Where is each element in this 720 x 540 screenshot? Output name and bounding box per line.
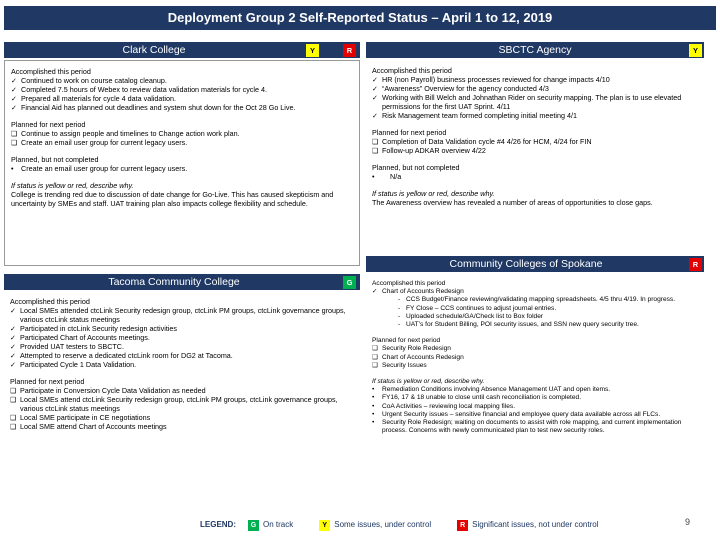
spokane-describe-list [372, 386, 698, 435]
checkbox-icon: ❑ [372, 137, 379, 146]
list-item: ✓ Provided UAT testers to SBCTC. [10, 342, 124, 351]
legend-yellow-swatch: Y [319, 520, 330, 531]
tacoma-planned-list [10, 386, 354, 431]
spokane-accomplished-heading: Accomplished this period [372, 280, 446, 287]
sbctc-header [366, 42, 704, 58]
checkbox-icon: ❑ [372, 353, 378, 361]
clark-not-completed-list [11, 164, 353, 173]
bullet-icon: • [11, 164, 14, 173]
checkmark-icon: ✓ [10, 324, 17, 333]
checkmark-icon: ✓ [372, 288, 378, 296]
spokane-header [366, 256, 704, 272]
list-item: • FY16, 17 & 18 unable to close until cash reconciliation is completed. [372, 394, 582, 402]
list-item: ❑ Continue to assign people and timelines to Change action work plan. [11, 129, 240, 138]
list-item: ✓ Working with Bill Welch and Johnathan Rider on security mapping. The plan is to use elevated permissions for the first UAT Sprint. 4/11 [372, 93, 682, 111]
checkmark-icon: ✓ [10, 360, 17, 369]
checkbox-icon: ❑ [372, 146, 379, 155]
checkbox-icon: ❑ [11, 138, 18, 147]
bullet-icon: • [372, 394, 375, 402]
list-item: ✓ Participated Cycle 1 Data Validation. [10, 360, 137, 369]
clark-status-yellow: Y [306, 44, 319, 57]
checkbox-icon: ❑ [10, 422, 17, 431]
tacoma-accomplished-heading: Accomplished this period [10, 297, 90, 306]
checkbox-icon: ❑ [372, 361, 378, 369]
list-item: ✓ Participated Chart of Accounts meetings. [10, 333, 150, 342]
checkmark-icon: ✓ [10, 351, 17, 360]
checkmark-icon: ✓ [372, 84, 379, 93]
sbctc-panel [366, 60, 704, 250]
spokane-name: Community Colleges of Spokane [449, 258, 603, 270]
legend-green-text: On track [263, 520, 294, 529]
bullet-icon: • [372, 172, 375, 181]
sbctc-status-yellow: Y [689, 44, 702, 57]
tacoma-name: Tacoma Community College [108, 276, 240, 288]
legend [200, 518, 624, 532]
checkmark-icon: ✓ [10, 342, 17, 351]
clark-planned-list [11, 129, 353, 147]
checkbox-icon: ❑ [10, 395, 17, 404]
list-item: ✓ Prepared all materials for cycle 4 data validation. [11, 94, 177, 103]
bullet-icon: • [372, 402, 375, 410]
list-item: ❑ Local SME attend Chart of Accounts meetings [10, 422, 167, 431]
list-item: ❑ Completion of Data Validation cycle #4 4/26 for HCM, 4/24 for FIN [372, 137, 592, 146]
checkmark-icon: ✓ [11, 85, 18, 94]
legend-yellow-text: Some issues, under control [334, 520, 432, 529]
list-item: • Urgent Security issues – sensitive financial and employee query data available across all FLCs. [372, 410, 661, 418]
clark-name: Clark College [122, 44, 186, 56]
list-item: - CCS Budget/Finance reviewing/validating mapping spreadsheets. 4/5 thru 4/19. In progress. [398, 296, 676, 304]
clark-planned-heading: Planned for next period [11, 120, 86, 129]
bullet-icon: • [372, 419, 375, 427]
list-item: - FY Close – CCS continues to adjust journal entries. [398, 304, 557, 312]
list-item: ✓ Participated in ctcLink Security redesign activities [10, 324, 177, 333]
checkbox-icon: ❑ [11, 129, 18, 138]
dash-icon: - [398, 304, 401, 312]
spokane-planned-heading: Planned for next period [372, 337, 441, 345]
list-item: ❑ Security Role Redesign [372, 345, 451, 353]
clark-status-red: R [343, 44, 356, 57]
tacoma-panel [4, 291, 360, 467]
sbctc-planned-list [372, 137, 698, 155]
legend-red-swatch: R [457, 520, 468, 531]
checkmark-icon: ✓ [372, 75, 379, 84]
sbctc-not-completed-heading: Planned, but not completed [372, 163, 460, 172]
spokane-status-red: R [689, 258, 702, 271]
dash-icon: - [398, 321, 401, 329]
tacoma-status-green: G [343, 276, 356, 289]
spokane-accomplished-list [372, 288, 698, 296]
clark-not-completed-heading: Planned, but not completed [11, 155, 99, 164]
sbctc-accomplished-list [372, 75, 698, 120]
dash-icon: - [398, 312, 401, 320]
spokane-panel [366, 274, 704, 512]
sbctc-describe-text: The Awareness overview has revealed a number of areas of opportunities to close gaps. [372, 198, 653, 207]
legend-red-text: Significant issues, not under control [472, 520, 599, 529]
list-item: ✓ Completed 7.5 hours of Webex to review data validation materials for cycle 4. [11, 85, 267, 94]
list-item: ❑ Follow-up ADKAR overview 4/22 [372, 146, 486, 155]
checkmark-icon: ✓ [11, 76, 18, 85]
sbctc-planned-heading: Planned for next period [372, 128, 447, 137]
checkmark-icon: ✓ [10, 306, 17, 315]
list-item: • Create an email user group for current legacy users. [11, 164, 188, 173]
list-item: ❑ Participate in Conversion Cycle Data Validation as needed [10, 386, 206, 395]
list-item: • Remediation Conditions involving Absence Management UAT and open items. [372, 386, 611, 394]
list-item: ✓ Risk Management team formed completing initial meeting 4/1 [372, 111, 577, 120]
legend-label: LEGEND: [200, 520, 236, 529]
list-item: ✓ HR (non Payroll) business processes reviewed for change impacts 4/10 [372, 75, 610, 84]
sbctc-not-completed-list [372, 172, 698, 181]
page-number: 9 [684, 517, 690, 527]
bullet-icon: • [372, 386, 375, 394]
clark-describe-heading: If status is yellow or red, describe why. [11, 181, 134, 190]
sbctc-describe-heading: If status is yellow or red, describe why. [372, 189, 495, 198]
checkbox-icon: ❑ [10, 413, 17, 422]
list-item: ✓ Attempted to reserve a dedicated ctcLink room for DG2 at Tacoma. [10, 351, 233, 360]
clark-panel [4, 60, 360, 266]
checkmark-icon: ✓ [372, 111, 379, 120]
checkmark-icon: ✓ [11, 103, 18, 112]
spokane-accomplished-sublist [398, 296, 698, 329]
checkmark-icon: ✓ [11, 94, 18, 103]
clark-describe-text: College is trending red due to discussion of date change for Go-Live. This has caused skepticism and uncertainty by SMEs and staff. UAT training plan also impacts college flexibility and schedule. [11, 190, 334, 208]
list-item: ❑ Local SME participate in CE negotiations [10, 413, 151, 422]
list-item: ❑ Local SMEs attend ctcLink Security redesign group, ctcLink PM groups, ctcLink governance groups, various ctcLink status meetings [10, 395, 338, 413]
list-item: • Security Role Redesign; waiting on documents to assist with role mapping, and current implementation process. Concerns with newly communicated plan to test new security roles. [372, 419, 682, 435]
bullet-icon: • [372, 410, 375, 418]
list-item: - Uploaded schedule/GA/Check list to Box folder [398, 312, 544, 320]
list-item: ✓ Financial Aid has planned out deadlines and system shut down for the Oct 28 Go Live. [11, 103, 296, 112]
checkmark-icon: ✓ [372, 93, 379, 102]
list-item: ❑ Chart of Accounts Redesign [372, 353, 464, 361]
tacoma-planned-heading: Planned for next period [10, 377, 85, 386]
sbctc-name: SBCTC Agency [498, 44, 572, 56]
list-item: - UAT’s for Student Billing, POI security issues, and SSN new query security tree. [398, 321, 639, 329]
tacoma-header [4, 274, 360, 290]
list-item: ❑ Security Issues [372, 361, 427, 369]
list-item: ✓ Local SMEs attended ctcLink Security redesign group, ctcLink PM groups, ctcLink governance groups, various ctcLink status meetings [10, 306, 346, 324]
list-item: ❑ Create an email user group for current legacy users. [11, 138, 188, 147]
list-item: ✓ Chart of Accounts Redesign [372, 288, 464, 296]
checkbox-icon: ❑ [10, 386, 17, 395]
tacoma-accomplished-list [10, 306, 354, 369]
checkbox-icon: ❑ [372, 345, 378, 353]
legend-green-swatch: G [248, 520, 259, 531]
dash-icon: - [398, 296, 401, 304]
list-item: • CoA Activities – reviewing local mapping files. [372, 402, 516, 410]
list-item: ✓ Continued to work on course catalog cleanup. [11, 76, 167, 85]
spokane-planned-list [372, 345, 698, 370]
sbctc-accomplished-heading: Accomplished this period [372, 66, 452, 75]
spokane-describe-heading: If status is yellow or red, describe why. [372, 378, 485, 386]
checkmark-icon: ✓ [10, 333, 17, 342]
clark-accomplished-list [11, 76, 353, 112]
clark-accomplished-heading: Accomplished this period [11, 67, 91, 76]
page-title: Deployment Group 2 Self-Reported Status – April 1 to 12, 2019 [4, 6, 716, 30]
list-item: ✓ “Awareness” Overview for the agency conducted 4/3 [372, 84, 549, 93]
list-item: • N/a [372, 172, 402, 181]
